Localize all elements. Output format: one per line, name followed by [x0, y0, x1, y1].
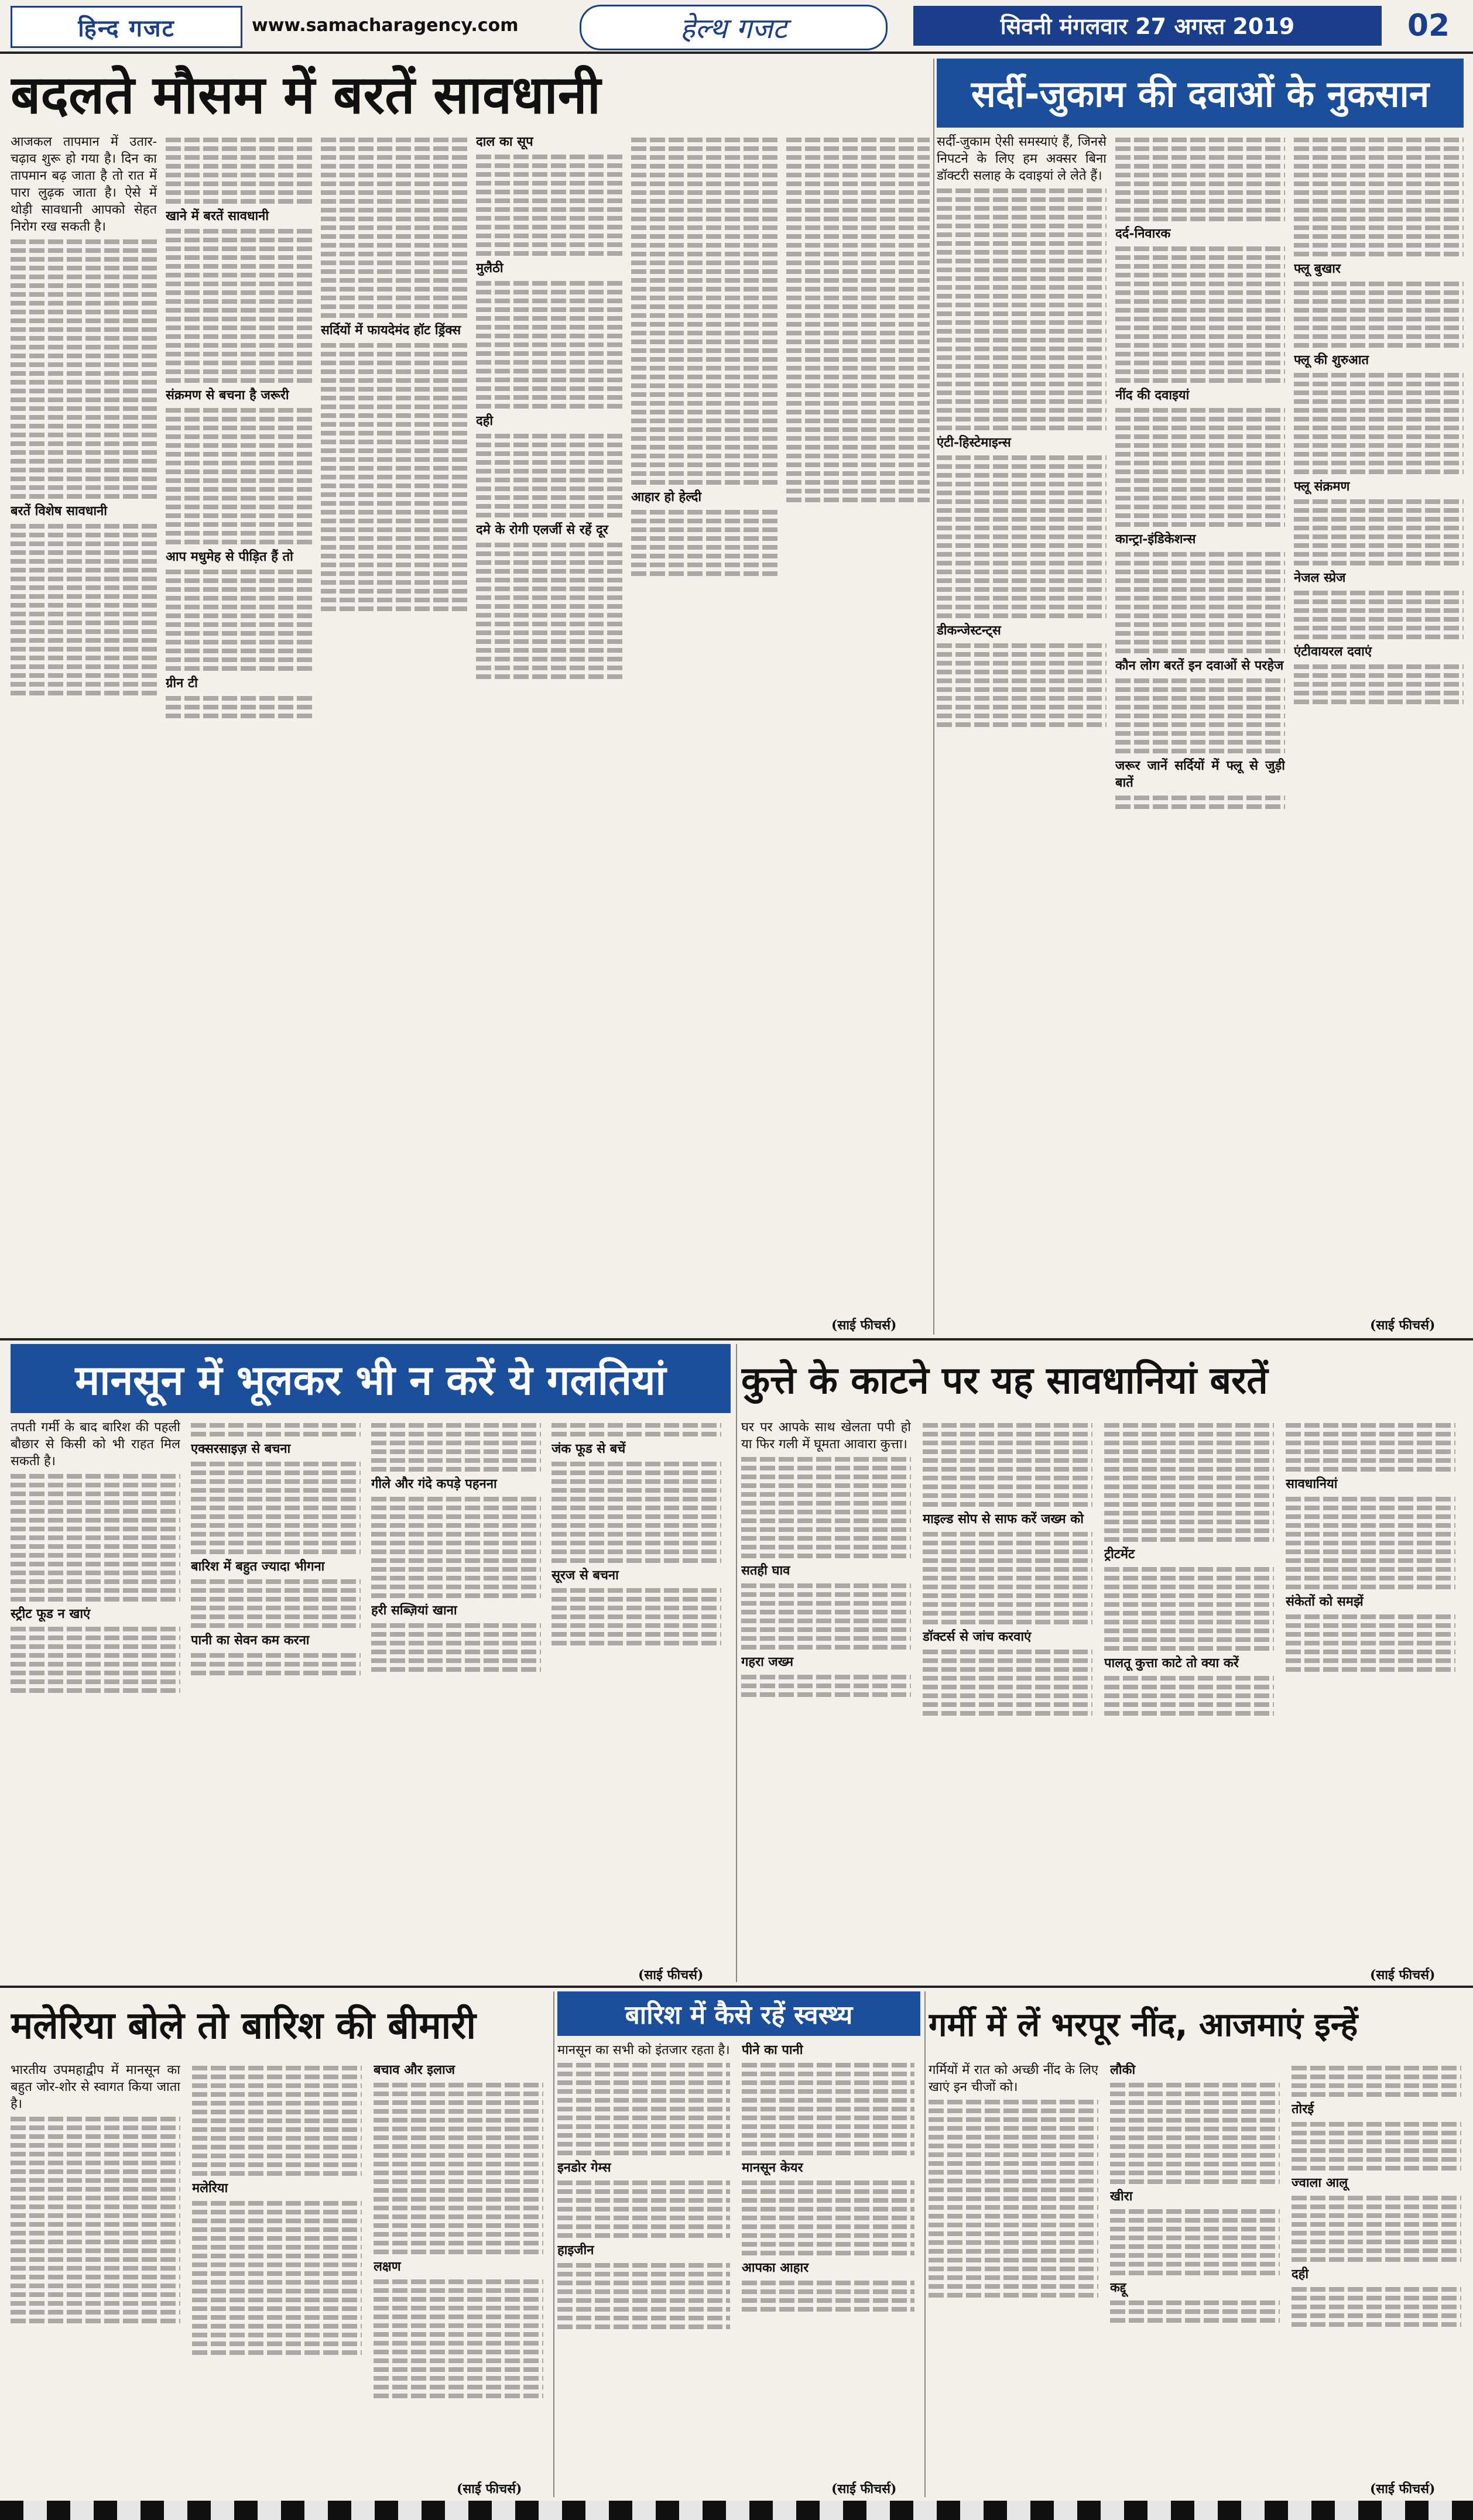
- article-5-subhead-3: लक्षण: [374, 2259, 401, 2274]
- article-7-subhead-5: दही: [1292, 2267, 1309, 2282]
- article-2-subhead-10: नेजल स्प्रेज: [1294, 570, 1346, 585]
- article-2-subhead-2: डीकन्जेस्टन्ट्स: [937, 623, 1001, 638]
- article-7-subhead-3: खीरा: [1110, 2189, 1133, 2204]
- article-6-subhead-5: आपका आहार: [742, 2260, 809, 2275]
- dateline: सिवनी मंगलवार 27 अगस्त 2019: [913, 6, 1382, 46]
- article-2-subhead-1: एंटी-हिस्टेमाइन्स: [937, 435, 1011, 450]
- article-7-body: [929, 2062, 1464, 2495]
- article-1-subhead-10: दमे के रोगी एलर्जी से रहें दूर: [476, 522, 608, 537]
- article-1-subhead-6: सर्दियों में फायदेमंद हॉट ड्रिंक्स: [321, 323, 461, 338]
- article-2-headline: सर्दी-जुकाम की दवाओं के नुकसान: [937, 59, 1464, 128]
- article-4-subhead-5: ट्रीटमेंट: [1104, 1547, 1135, 1562]
- article-4-subhead-7: सावधानियां: [1286, 1476, 1338, 1492]
- article-4-credit: (साई फीचर्स): [1370, 1967, 1436, 1983]
- article-6-opening: मानसून का सभी को इंतजार रहता है।: [557, 2043, 730, 2058]
- article-5-subhead-2: मलेरिया: [192, 2180, 228, 2196]
- logo-text: हिन्द गजट: [78, 15, 175, 42]
- column-divider: [933, 59, 934, 1335]
- article-3-headline: मानसून में भूलकर भी न करें ये गलतियां: [11, 1344, 731, 1413]
- article-3-credit: (साई फीचर्स): [638, 1967, 704, 1983]
- article-1-subhead-8: मुलैठी: [476, 260, 503, 276]
- article-6-credit: (साई फीचर्स): [831, 2481, 897, 2497]
- article-6-subhead-2: इनडोर गेम्स: [557, 2160, 611, 2175]
- column-divider: [924, 1991, 926, 2497]
- article-6-subhead-1: पीने का पानी: [742, 2042, 803, 2058]
- article-3-body: [11, 1419, 731, 1981]
- article-1-subhead-2: खाने में बरतें सावधानी: [166, 208, 269, 224]
- article-7-subhead-6: कद्दू: [1110, 2280, 1126, 2295]
- newspaper-logo: [11, 6, 242, 48]
- article-6-headline: बारिश में कैसे रहें स्वस्थ्य: [557, 1991, 920, 2036]
- article-4-subhead-4: डॉक्टर्स से जांच करवाएं: [923, 1629, 1032, 1644]
- article-1-subhead-7: दाल का सूप: [476, 134, 533, 149]
- article-5-opening: भारतीय उपमहाद्वीप में मानसून का बहुत जोर-शोर से स्वागत किया जाता है।: [11, 2063, 180, 2111]
- article-3-subhead-5: गीले और गंदे कपड़े पहनना: [371, 1476, 497, 1492]
- article-1-subhead-9: दही: [476, 413, 494, 428]
- website-url[interactable]: www.samacharagency.com: [252, 15, 519, 36]
- article-2-subhead-11: एंटीवायरल दवाएं: [1294, 644, 1372, 659]
- article-2-opening: सर्दी-जुकाम ऐसी समस्याएं हैं, जिनसे निपटने के लिए हम अक्सर बिना डॉक्टरी सलाह के दवाइयां ले लेते हैं।: [937, 135, 1107, 183]
- article-4-subhead-1: सतही घाव: [741, 1563, 790, 1578]
- article-3-subhead-3: बारिश में बहुत ज्यादा भीगना: [191, 1559, 325, 1574]
- article-7-subhead-2: तोरई: [1292, 2101, 1314, 2117]
- article-3-subhead-8: सूरज से बचना: [551, 1568, 619, 1583]
- article-6-subhead-4: मानसून केयर: [742, 2160, 803, 2175]
- article-1-body: [11, 133, 930, 1333]
- article-7-subhead-1: लौकी: [1110, 2062, 1136, 2077]
- article-6-body: [557, 2042, 920, 2495]
- article-1-credit: (साई फीचर्स): [831, 1318, 897, 1333]
- article-3-subhead-6: हरी सब्ज़ियां खाना: [371, 1603, 457, 1618]
- article-3-subhead-2: एक्सरसाइज़ से बचना: [191, 1441, 291, 1456]
- section-divider: [0, 1338, 1473, 1340]
- masthead: [0, 0, 1473, 54]
- article-2-subhead-7: फ्लू बुखार: [1294, 261, 1341, 276]
- article-1-subhead-4: आप मधुमेह से पीड़ित हैं तो: [166, 549, 293, 564]
- column-divider: [736, 1344, 737, 1982]
- article-1-headline: बदलते मौसम में बरतें सावधानी: [11, 64, 601, 126]
- article-1-opening: आजकल तापमान में उतार-चढ़ाव शुरू हो गया है। दिन का तापमान बढ़ जाता है तो रात में पारा लुढ़क जाता है। ऐसे में थोड़ी सावधानी आपको सेहत निरोग रख सकती है।: [11, 135, 157, 234]
- page-number: 02: [1407, 8, 1450, 43]
- article-5-credit: (साई फीचर्स): [457, 2481, 522, 2497]
- article-3-opening: तपती गर्मी के बाद बारिश की पहली बौछार से किसी को भी राहत मिल सकती है।: [11, 1420, 180, 1469]
- article-2-body: [937, 133, 1464, 1333]
- article-4-opening: घर पर आपके साथ खेलता पपी हो या फिर गली में घूमता आवारा कुत्ता।: [741, 1420, 911, 1452]
- section-title: हेल्थ गजट: [580, 5, 888, 50]
- article-4-subhead-2: गहरा जख्म: [741, 1654, 793, 1669]
- article-7-subhead-4: ज्वाला आलू: [1292, 2175, 1348, 2190]
- article-5-subhead-1: बचाव और इलाज: [374, 2062, 455, 2077]
- article-2-subhead-6: कौन लोग बरतें इन दवाओं से परहेज: [1115, 658, 1284, 673]
- article-4-subhead-8: संकेतों को समझें: [1286, 1594, 1364, 1609]
- article-7-credit: (साई फीचर्स): [1370, 2481, 1436, 2497]
- article-7-headline: गर्मी में लें भरपूर नींद, आजमाएं इन्हें: [929, 2006, 1358, 2044]
- section-divider: [0, 1986, 1473, 1988]
- article-5-body: [11, 2062, 549, 2495]
- color-registration-strip: [0, 2501, 1473, 2520]
- article-2-subhead-8: फ्लू की शुरुआत: [1294, 352, 1369, 368]
- article-4-subhead-6: पालतू कुत्ता काटे तो क्या करें: [1104, 1655, 1239, 1671]
- article-2-subhead-9: फ्लू संक्रमण: [1294, 479, 1350, 494]
- article-3-subhead-7: जंक फूड से बचें: [551, 1441, 626, 1456]
- article-3-subhead-4: पानी का सेवन कम करना: [191, 1633, 310, 1648]
- article-1-subhead-11: आहार हो हेल्दी: [631, 489, 702, 505]
- article-1-subhead-5: ग्रीन टी: [166, 676, 198, 691]
- article-7-opening: गर्मियों में रात को अच्छी नींद के लिए खाएं इन चीजों को।: [929, 2063, 1098, 2094]
- article-1-subhead-3: संक्रमण से बचना है जरूरी: [166, 388, 289, 403]
- article-4-subhead-3: माइल्ड सोप से साफ करें जख्म को: [923, 1511, 1084, 1527]
- article-5-headline: मलेरिया बोले तो बारिश की बीमारी: [11, 2004, 476, 2048]
- article-6-subhead-3: हाइजीन: [557, 2243, 594, 2258]
- article-3-subhead-1: स्ट्रीट फूड न खाएं: [11, 1606, 91, 1621]
- article-4-headline: कुत्ते के काटने पर यह सावधानियां बरतें: [741, 1359, 1268, 1403]
- article-4-body: [741, 1419, 1464, 1981]
- column-divider: [553, 1991, 554, 2497]
- article-2-subhead-12: जरूर जानें सर्दियों में फ्लू से जुड़ी बातें: [1115, 758, 1285, 790]
- article-2-credit: (साई फीचर्स): [1370, 1318, 1436, 1333]
- article-2-subhead-5: कान्ट्रा-इंडिकेशन्स: [1115, 532, 1196, 547]
- article-2-subhead-3: दर्द-निवारक: [1115, 226, 1171, 241]
- article-2-subhead-4: नींद की दवाइयां: [1115, 388, 1190, 403]
- article-1-subhead-1: बरतें विशेष सावधानी: [11, 503, 107, 519]
